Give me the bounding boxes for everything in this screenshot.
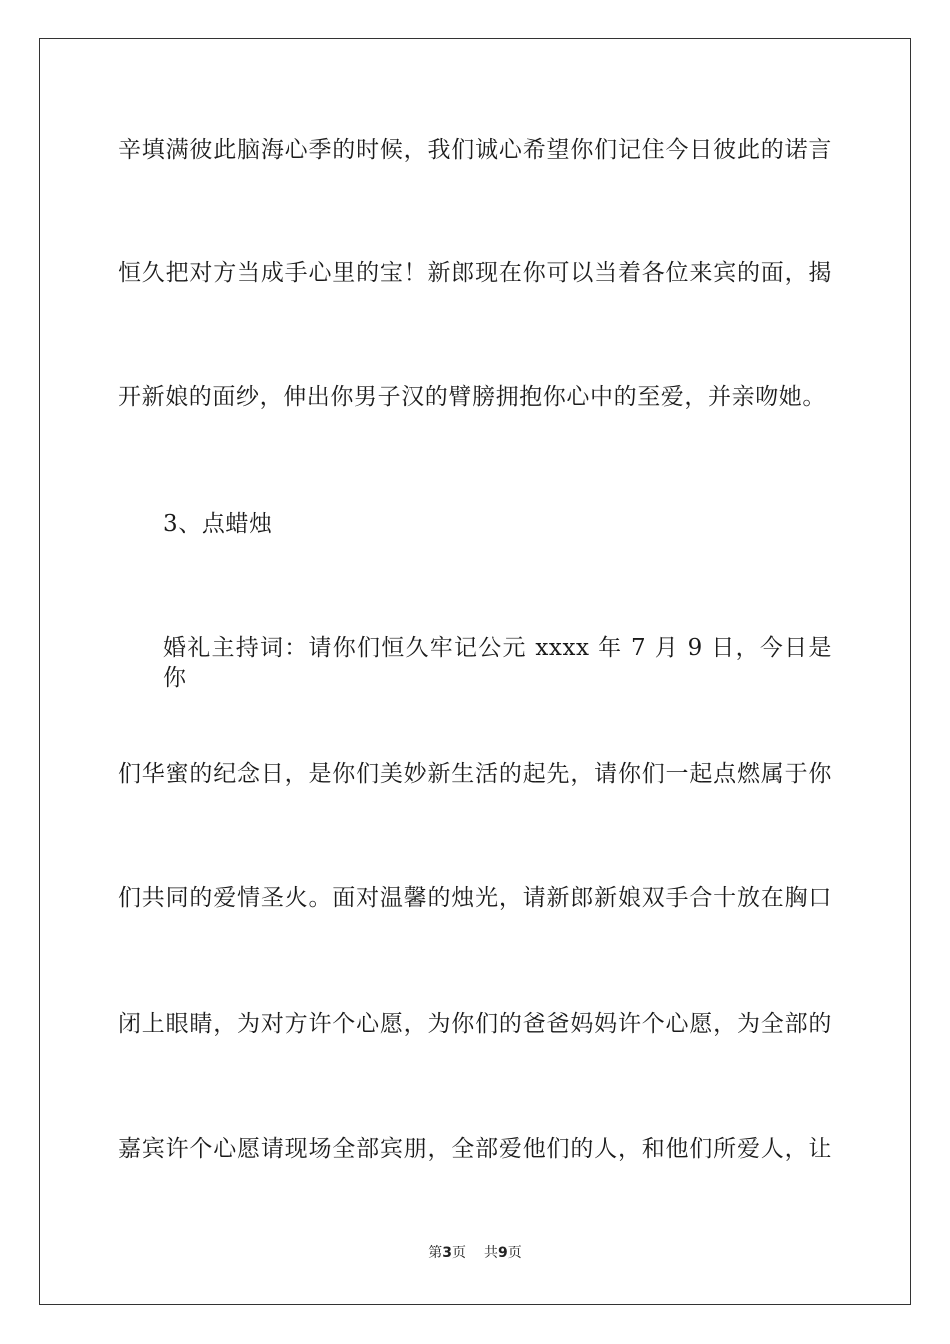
body-line-8: 嘉宾许个心愿请现场全部宾朋，全部爱他们的人，和他们所爱人，让 — [118, 1136, 832, 1162]
body-line-1: 辛填满彼此脑海心季的时候，我们诚心希望你们记住今日彼此的诺言 — [118, 137, 832, 163]
footer-page-suffix: 页 — [452, 1245, 466, 1261]
body-line-4: 婚礼主持词：请你们恒久牢记公元 xxxx 年 7 月 9 日，今日是你 — [163, 635, 832, 691]
footer-page-number: 3 — [442, 1245, 452, 1261]
footer-page-prefix: 第 — [428, 1245, 443, 1261]
body-line-5: 们华蜜的纪念日，是你们美妙新生活的起先，请你们一起点燃属于你 — [118, 761, 832, 787]
body-line-7: 闭上眼睛，为对方许个心愿，为你们的爸爸妈妈许个心愿，为全部的 — [118, 1011, 832, 1037]
footer-total-number: 9 — [498, 1245, 508, 1261]
body-line-2: 恒久把对方当成手心里的宝！新郎现在你可以当着各位来宾的面，揭 — [118, 260, 832, 286]
section-heading: 3、点蜡烛 — [163, 511, 273, 537]
footer-total-suffix: 页 — [507, 1245, 522, 1261]
body-line-6: 们共同的爱情圣火。面对温馨的烛光，请新郎新娘双手合十放在胸口 — [118, 885, 832, 911]
page-footer — [0, 1244, 950, 1262]
body-line-3: 开新娘的面纱，伸出你男子汉的臂膀拥抱你心中的至爱，并亲吻她。 — [118, 384, 826, 410]
footer-total-prefix: 共 — [484, 1245, 498, 1261]
